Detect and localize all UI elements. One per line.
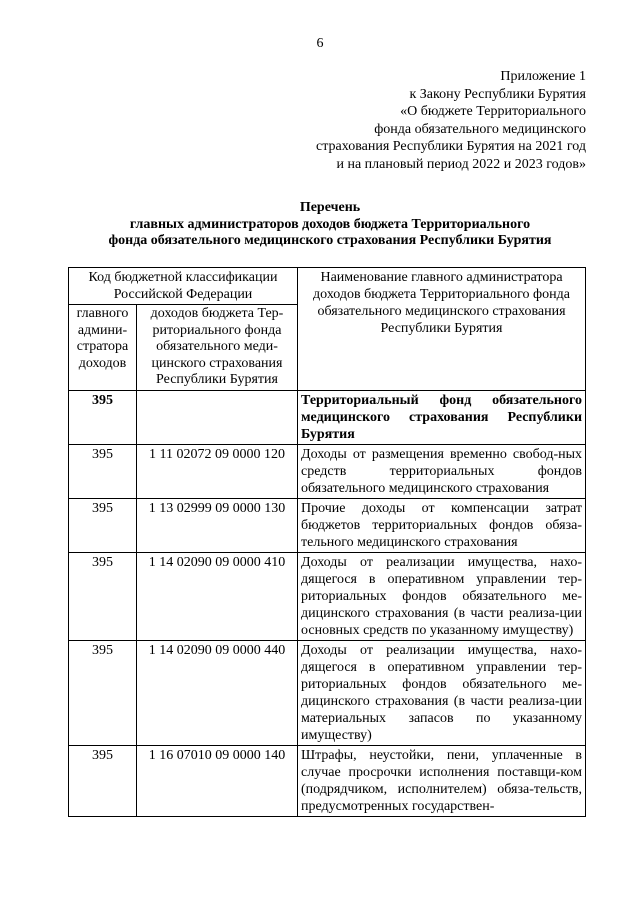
income-name-cell: Штрафы, неустойки, пени, уплаченные в случае просрочки исполнения поставщи-ком (подрядчиком, исполнителем) обяза-тельств, предусмотренных государствен- (298, 745, 586, 816)
admin-code-cell: 395 (69, 745, 137, 816)
table-row (69, 552, 586, 640)
header-income-code: доходов бюджета Тер-риториального фонда обязательного меди-цинского страхования Республики Бурятия (137, 305, 298, 391)
table-row (69, 444, 586, 498)
admin-code-cell: 395 (69, 390, 137, 444)
income-code-cell: 1 14 02090 09 0000 440 (137, 640, 298, 745)
table-row (69, 640, 586, 745)
table-row (69, 745, 586, 816)
income-name-cell: Прочие доходы от компенсации затрат бюджетов территориальных фондов обяза-тельного медицинского страхования (298, 498, 586, 552)
table-row (69, 498, 586, 552)
income-code-cell: 1 16 07010 09 0000 140 (137, 745, 298, 816)
table-header-row (69, 268, 586, 305)
appendix-line: и на плановый период 2022 и 2023 годов» (336, 156, 586, 172)
header-budget-classification: Код бюджетной классификации Российской Федерации (69, 268, 298, 305)
income-code-cell: 1 11 02072 09 0000 120 (137, 444, 298, 498)
table-row (69, 390, 586, 444)
title-line: Перечень (299, 200, 361, 215)
income-name-cell: Доходы от реализации имущества, нахо-дящегося в оперативном управлении тер-риториальных фондов обязательного ме-дицинского страхования (в части реализа-ции материальных запасов по указанному имуществу) (298, 640, 586, 745)
income-code-cell (137, 390, 298, 444)
admin-code-cell: 395 (69, 640, 137, 745)
header-administrator-name: Наименование главного администратора доходов бюджета Территориального фонда обязательного медицинского страхования Республики Бурятия (298, 268, 586, 391)
header-main-administrator: главного админи-стратора доходов (69, 305, 137, 391)
appendix-line: Приложение 1 (500, 69, 586, 84)
document-title (60, 200, 600, 250)
appendix-line: страхования Республики Бурятия на 2021 год (316, 139, 586, 154)
page-number: 6 (316, 36, 324, 51)
title-line: фонда обязательного медицинского страхования Республики Бурятия (108, 233, 552, 248)
appendix-line: фонда обязательного медицинского (374, 121, 586, 137)
income-name-cell: Территориальный фонд обязательного медицинского страхования Республики Бурятия (298, 390, 586, 444)
admin-code-cell: 395 (69, 498, 137, 552)
appendix-line: «О бюджете Территориального (400, 104, 586, 119)
income-code-cell: 1 13 02999 09 0000 130 (137, 498, 298, 552)
title-line: главных администраторов доходов бюджета Территориального (129, 216, 531, 232)
appendix-line: к Закону Республики Бурятия (409, 86, 586, 102)
income-name-cell: Доходы от размещения временно свобод-ных средств территориальных фондов обязательного медицинского страхования (298, 444, 586, 498)
administrators-table (68, 267, 586, 817)
income-code-cell: 1 14 02090 09 0000 410 (137, 552, 298, 640)
admin-code-cell: 395 (69, 552, 137, 640)
appendix-note (256, 68, 586, 173)
income-name-cell: Доходы от реализации имущества, нахо-дящегося в оперативном управлении тер-риториальных фондов обязательного ме-дицинского страхования (в части реализа-ции основных средств по указанному имуществу) (298, 552, 586, 640)
admin-code-cell: 395 (69, 444, 137, 498)
